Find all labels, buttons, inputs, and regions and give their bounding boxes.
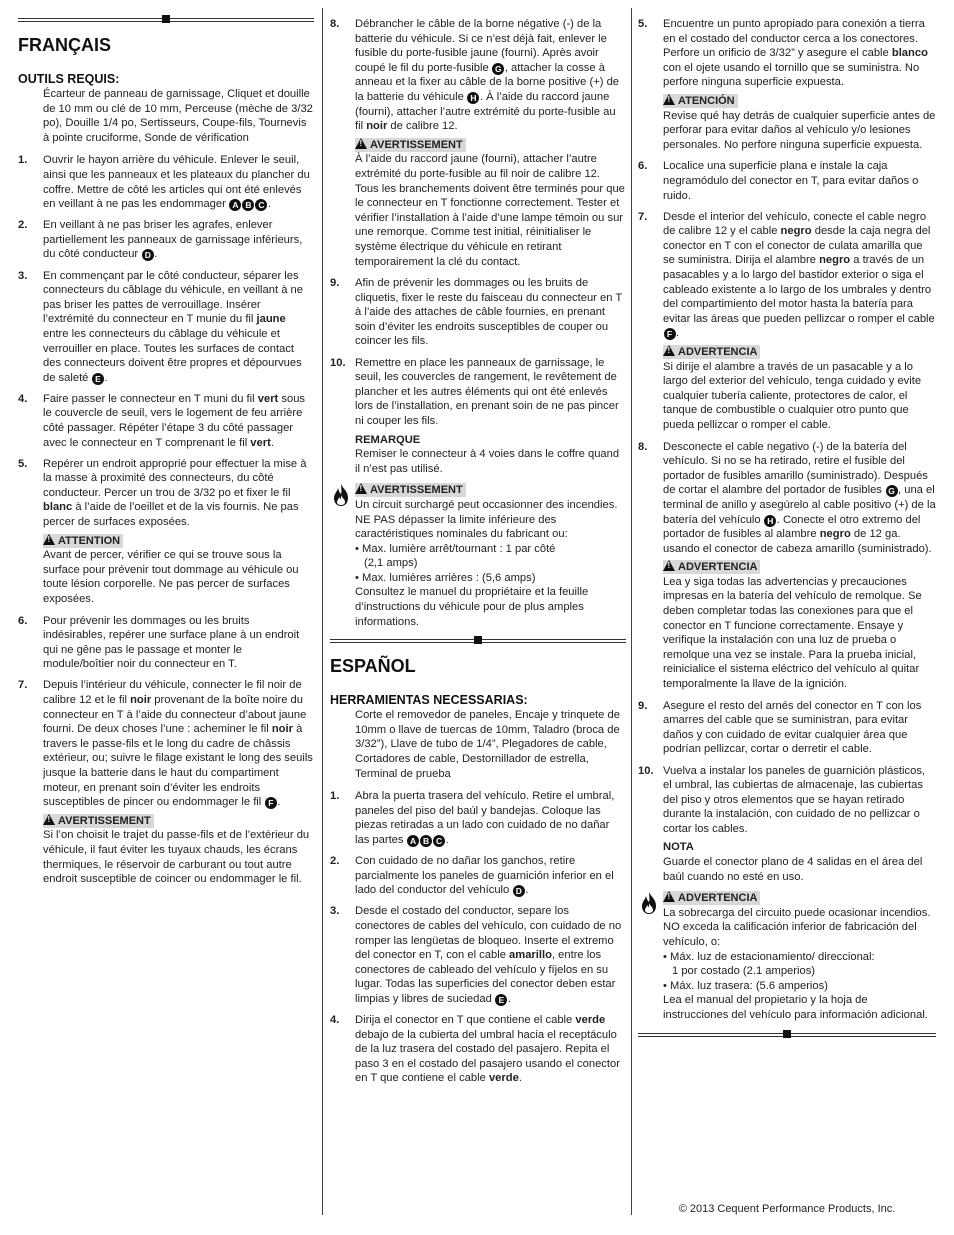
section-title-spanish: ESPAÑOL: [330, 656, 416, 677]
list-item: 5. Repérer un endroit approprié pour effectuer la mise à la masse à proximité des connecteurs, du côté conducteur. Percer un trou de 3/32 po et fixer le fil blanc à l’aide de l’oeillet et de la vis fournis. Ne pas percer de surfaces exposées.: [18, 457, 307, 529]
tools-heading: HERRAMIENTAS NECESSARIAS:: [330, 693, 528, 708]
callout-a-icon: A: [229, 199, 241, 211]
tools-heading: OUTILS REQUIS:: [18, 72, 120, 86]
note-label: NOTA: [663, 841, 694, 854]
callout-e-icon: E: [495, 994, 507, 1006]
list-item: 4. Dirija el conector en T que contiene el cable verde debajo de la cubierta del umbral hacia el receptáculo de la luz trasera del costado del pasajero. Repita el paso 3 en el costado del pasajero usando el conector en T que contiene el cable verde.: [330, 1014, 620, 1085]
callout-f-icon: F: [664, 328, 676, 340]
list-item: 3. Desde el costado del conductor, separe los conectores de cables del vehículo, con cuidado de no romper las lengüetas de bloqueo. Inserte el extremo del conector en T, con el cable amarillo, entre los conectores de cableado del vehículo y fíjelos en su lugar. Todas las superficies del conector deben estar limpias y libres de suciedad E .: [330, 905, 622, 1005]
note-label: REMARQUE: [355, 433, 421, 446]
warning-triangle-icon: [355, 138, 367, 149]
column-3: [638, 17, 936, 1039]
column-1: [18, 18, 314, 894]
list-item: 5. Encuentre un punto apropiado para conexión a tierra en el costado del conductor cerca a los conectores. Perfore un orificio de 3/32” y asegure el cable blanco con el ojete usando el tornillo que se suministra. No perfore ninguna superficie expuesta.: [638, 18, 928, 89]
warning-triangle-icon: [43, 814, 55, 825]
column-divider-right: [631, 8, 632, 1215]
section-rule: [638, 1033, 936, 1039]
list-item: 3. En commençant par le côté conducteur, séparer les connecteurs du câblage du véhicule, en veillant à ne pas briser les pattes de verrouillage. Insérer l’extrémité du connecteur en T munie du fil jaune entre les connecteurs du câblage du véhicule et verrouiller en place. Toutes les surfaces de contact des connecteurs doivent être propres et dépourvues de saleté E .: [18, 269, 303, 384]
section-rule: [18, 18, 314, 24]
attention-block: !ATTENTION Avant de percer, vérifier ce qui se trouve sous la surface pour prévenir tout dommage au véhicule ou toute lésion corporelle. Ne pas percer de surfaces exposées.: [43, 534, 314, 607]
warning-block: !AVERTISSEMENT À l’aide du raccord jaune (fourni), attacher l’autre extrémité du porte-fusible au fil noir de calibre 12. Tous les branchements doivent être terminés pour que le connecteur en T fonctionne correctement. Tester et vérifier l’installation à l’aide d’une lampe témoin ou sur une remorque. Comme test initial, réinitialiser le système électrique du véhicule en retirant temporairement la clé du contact.: [355, 138, 626, 269]
warning-block: !AVERTISSEMENT Si l’on choisit le trajet du passe-fils et de l’extérieur du véhicule, il faut éviter les tuyaux chauds, les écrans thermiques, le réservoir de carburant ou tout autre endroit susceptible de coincer ou endommager le fil.: [43, 814, 314, 887]
fire-icon: [638, 891, 660, 915]
warning-triangle-icon: [663, 560, 675, 571]
warning-label: !ADVERTENCIA: [663, 345, 760, 359]
list-item: 9. Asegure el resto del arnés del conector en T con los amarres del cable que se suministran, para evitar daños y con cuidado de evitar cualquier área que podrían pellizcar, cortar o derretir el cable.: [638, 699, 922, 756]
list-item: 4. Faire passer le connecteur en T muni du fil vert sous le couvercle de seuil, vers le logement de feu arrière côté passager. Répéter l’étape 3 du côté passager avec le connecteur en T comprenant le fil vert.: [18, 392, 306, 449]
callout-c-icon: C: [433, 835, 445, 847]
warning-label: !AVERTISSEMENT: [43, 814, 154, 828]
warning-label: !AVERTISSEMENT: [355, 483, 466, 497]
note-block: NOTA Guarde el conector plano de 4 salidas en el área del baúl cuando no esté en uso.: [663, 840, 936, 884]
warning-triangle-icon: [355, 483, 367, 494]
callout-b-icon: B: [242, 199, 254, 211]
fire-warning-block: !AVERTISSEMENT Un circuit surchargé peut occasionner des incendies. NE PAS dépasser la limite inférieure des caractéristiques nominales du fabricant ou: • Max. lumière arrêt/tournant : 1 par côté (2,1 amps) • Max. lumières arrières : (5,6 amps) Consultez le manuel du propriétaire et la feuille d’instructions du véhicule pour de plus amples informations.: [355, 483, 626, 629]
callout-d-icon: D: [513, 885, 525, 897]
warning-label: !ADVERTENCIA: [663, 891, 760, 905]
section-rule: [330, 639, 626, 645]
warning-label: !AVERTISSEMENT: [355, 138, 466, 152]
copyright: © 2013 Cequent Performance Products, Inc.: [678, 1203, 896, 1215]
fire-icon: [330, 483, 352, 507]
list-item: 7. Desde el interior del vehículo, conecte el cable negro de calibre 12 y el cable negro desde la caja negra del conector en T con el conector de culata amarilla que se suministra. Dirija el alambre negro a través de un pasacables y a lo largo del bastidor exterior o siga el cableado existente a lo largo de los umbrales y dentro del compartimiento del motor hasta la batería para evitar las áreas que pueden pellizcar o romper el cable F .: [638, 210, 935, 340]
warning-triangle-icon: [663, 891, 675, 902]
list-item: 10. Vuelva a instalar los paneles de guarnición plásticos, el umbral, las cubiertas de almacenaje, las cubiertas del piso y otros elementos que se hayan retirado durante la instalación, con cuidado de no pellizcar o cortar los cables.: [638, 764, 926, 835]
list-item: 8. Desconecte el cable negativo (-) de la batería del vehículo. Si no se ha retirado, retire el fusible del portador de fusibles amarillo (suministrado). Después de cortar el alambre del portador de fusibles G , una el terminal de anillo y asegúrelo al cable positivo (+) de la batería del vehículo H . Conecte el otro extremo del portador de fusibles al alambre negro de 12 ga. usando el conector de cabeza amarillo (suministrado).: [638, 440, 936, 555]
column-2: [330, 17, 626, 1093]
attention-block: !ATENCIÓN Revise qué hay detrás de cualquier superficie antes de perforar para evitar daños al vehículo y/o lesiones personales. No perfore ninguna superficie expuesta.: [663, 94, 936, 152]
list-item: 1. Ouvrir le hayon arrière du véhicule. Enlever le seuil, ainsi que les panneaux et les plateaux du plancher du coffre. Mettre de côté les articles qui ont été enlevés en veillant à ne pas les endommager A B C .: [18, 154, 310, 211]
warning-block: !ADVERTENCIA Lea y siga todas las advertencias y precauciones impresas en la batería del vehículo de remolque. Se deben completar todas las conexiones para que el conector en T funcione correctamente. Ensaye y verifique la instalación con una luz de prueba o remolque una vez se instale. Para la prueba inicial, reinicialice el sistema eléctrico del vehículo al quitar temporalmente la llave de la ignición.: [663, 560, 936, 691]
list-item: 2. En veillant à ne pas briser les agrafes, enlever partiellement les panneaux de garnissage inférieurs, du côté conducteur D .: [18, 219, 303, 261]
list-item: 6. Localice una superficie plana e instale la caja negramódulo del conector en T, para evitar daños o ruido.: [638, 160, 919, 202]
list-item: 6. Pour prévenir les dommages ou les bruits indésirables, repérer une surface plane à un endroit qui ne gêne pas le passage et monter le module/boîtier noir du connecteur en T.: [18, 614, 300, 671]
callout-h-icon: H: [764, 515, 776, 527]
callout-b-icon: B: [420, 835, 432, 847]
fire-warning-block: !ADVERTENCIA La sobrecarga del circuito puede ocasionar incendios. NO exceda la calificación inferior de fabricación del vehículo, o: • Máx. luz de estacionamiento/ direccional: 1 por costado (2.1 amperios) • Máx. luz trasera: (5.6 amperios) Lea el manual del propietario y la hoja de instrucciones del vehículo para información adicional.: [663, 891, 936, 1022]
callout-h-icon: H: [467, 92, 479, 104]
list-item: 9. Afin de prévenir les dommages ou les bruits de cliquetis, fixer le reste du faisceau du connecteur en T à l’aide des attaches de câble fournies, en prenant soin d’éviter les endroits susceptibles de couper ou coincer les fils.: [330, 277, 622, 348]
callout-a-icon: A: [407, 835, 419, 847]
attention-label: !ATENCIÓN: [663, 94, 738, 108]
warning-triangle-icon: [43, 534, 55, 545]
tools-text: Écarteur de panneau de garnissage, Cliquet et douille de 10 mm ou clé de 10 mm, Perceuse (mèche de 3/32 po), Douille 1/4 po, Sertisseurs, Coupe-fils, Tournevis à pointe cruciforme, Sonde de vérification: [43, 88, 313, 144]
list-item: 1. Abra la puerta trasera del vehículo. Retire el umbral, paneles del piso del baúl y bandejas. Coloque las piezas retiradas a un lado con cuidado de no dañar las partes A B C .: [330, 790, 615, 846]
warning-triangle-icon: [663, 345, 675, 356]
warning-label: !ADVERTENCIA: [663, 560, 760, 574]
callout-c-icon: C: [255, 199, 267, 211]
callout-d-icon: D: [142, 249, 154, 261]
callout-f-icon: F: [265, 797, 277, 809]
section-title-french: FRANÇAIS: [18, 35, 111, 55]
callout-e-icon: E: [92, 373, 104, 385]
tools-text: Corte el removedor de paneles, Encaje y trinquete de 10mm o llave de tuercas de 10mm, Taladro (broca de 3/32”), Llave de tubo de 1/4”, Plegadores de cable, Cortadores de cable, Destornillador de estrella, Terminal de prueba: [355, 709, 620, 780]
callout-g-icon: G: [492, 63, 504, 75]
column-divider-left: [322, 8, 323, 1215]
warning-block: !ADVERTENCIA Si dirije el alambre a través de un pasacable y a lo largo del exterior del vehículo, tenga cuidado y evite cualquier tubería caliente, protectores de calor, el tanque de combustible o cualquier otro punto que pueda pellizcar o romper el cable.: [663, 345, 936, 433]
list-item: 2. Con cuidado de no dañar los ganchos, retire parcialmente los paneles de guarnición inferior en el lado del conductor del vehículo D .: [330, 855, 614, 897]
note-block: REMARQUE Remiser le connecteur à 4 voies dans le coffre quand il n’est pas utilisé.: [355, 433, 626, 477]
warning-triangle-icon: [663, 94, 675, 105]
attention-label: !ATTENTION: [43, 534, 123, 548]
callout-g-icon: G: [886, 485, 898, 497]
list-item: 10. Remettre en place les panneaux de garnissage, le seuil, les couvercles de rangement, le revêtement de plancher et les autres éléments qui ont été enlevés lors de l’installation, en prenant soin de ne pas pincer ni couper les fils.: [330, 356, 619, 427]
list-item: 8. Débrancher le câble de la borne négative (-) de la batterie du véhicule. Si ce n’est déjà fait, enlever le fusible du porte-fusible jaune (fourni). Après avoir coupé le fil du porte-fusible G , attacher la cosse à anneau et la fixer au câble de la borne positive (+) de la batterie du véhicule H . À l’aide du raccord jaune (fourni), attacher l’autre extrémité du porte-fusible au fil noir de calibre 12.: [330, 18, 620, 133]
list-item: 7. Depuis l’intérieur du véhicule, connecter le fil noir de calibre 12 et le fil noir provenant de la boîte noire du connecteur en T à l’aide du connecteur d’about jaune fourni. De deux choses l’une : acheminer le fil noir à travers le passe-fils et le long du cadre de châssis extérieur, ou; suivre le filage existant le long des seuils jusque la batterie dans le haut du compartiment moteur, en prenant soin d’éviter les endroits susceptibles de pincer ou endommager le fil F .: [18, 679, 313, 809]
